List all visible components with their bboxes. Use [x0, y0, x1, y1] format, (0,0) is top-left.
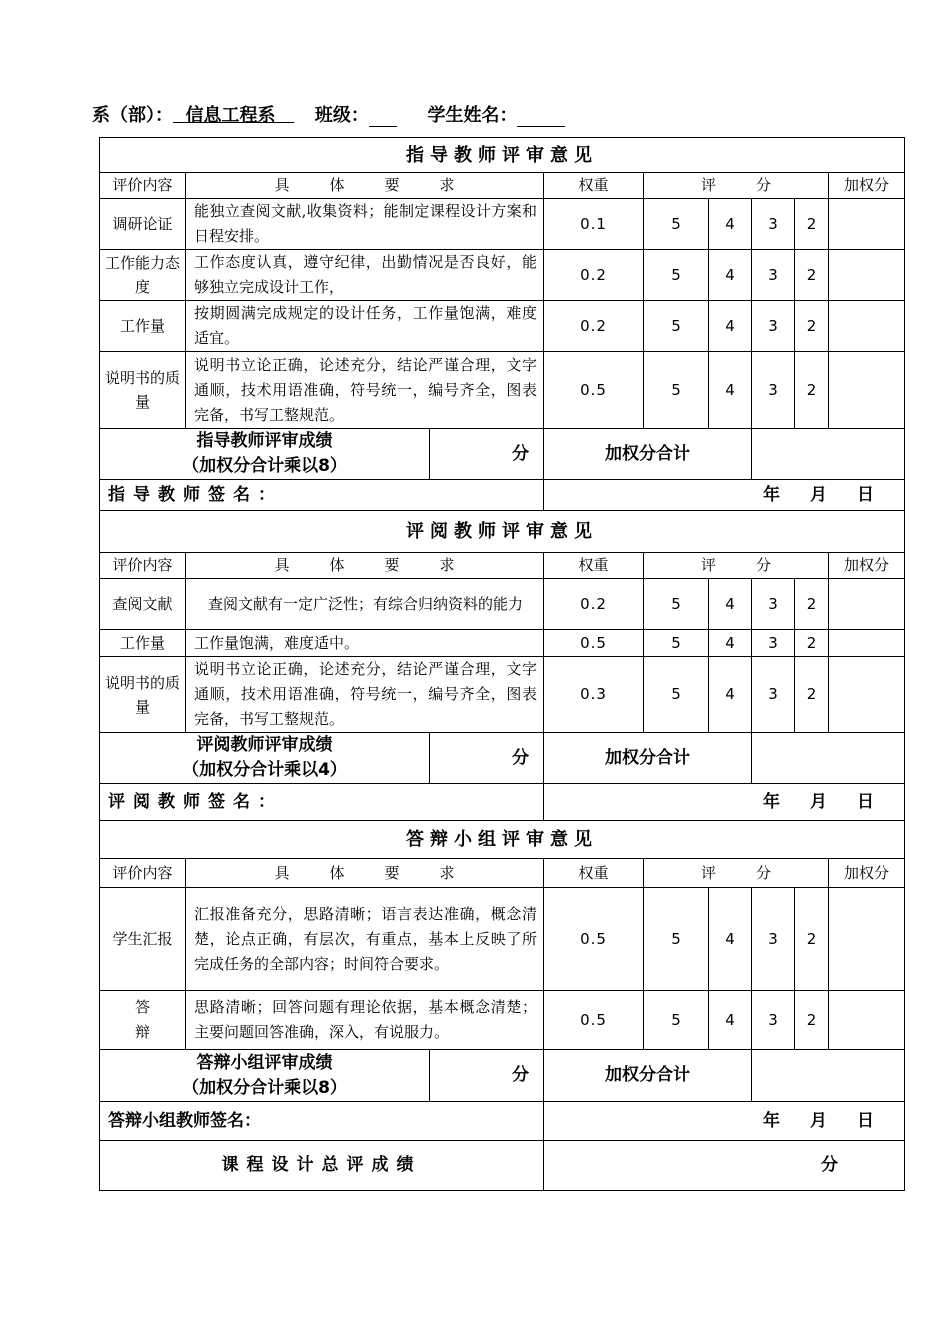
item-cell: 工作量 — [100, 630, 186, 657]
total-grade-row — [100, 1141, 905, 1191]
weighted-score-cell[interactable] — [829, 657, 905, 733]
item-cell: 工作量 — [100, 301, 186, 352]
requirement-cell: 工作态度认真，遵守纪律，出勤情况是否良好，能够独立完成设计工作， — [186, 250, 544, 301]
defense-signature-row — [100, 1102, 905, 1141]
score-option-2[interactable]: 2 — [795, 199, 829, 250]
defense-section-title: 答辩小组评审意见 — [100, 821, 905, 859]
item-cell: 说明书的质量 — [100, 352, 186, 429]
score-option-3[interactable]: 3 — [752, 630, 795, 657]
score-option-4[interactable]: 4 — [709, 301, 752, 352]
dept-value: 信息工程系 — [185, 105, 276, 126]
weight-cell: 0.2 — [544, 301, 644, 352]
form-header — [92, 101, 565, 127]
reviewer-grade-row — [100, 733, 905, 784]
student-name-blank[interactable] — [517, 108, 565, 127]
score-option-4[interactable]: 4 — [709, 888, 752, 991]
score-option-5[interactable]: 5 — [644, 888, 709, 991]
requirement-cell: 思路清晰；回答问题有理论依据，基本概念清楚；主要问题回答准确，深入，有说服力。 — [186, 991, 544, 1050]
advisor-signature-row — [100, 480, 905, 511]
weight-cell: 0.5 — [544, 630, 644, 657]
col-score: 评 分 — [644, 859, 829, 888]
score-option-4[interactable]: 4 — [709, 991, 752, 1050]
weighted-score-cell[interactable] — [829, 199, 905, 250]
weighted-sum-label: 加权分合计 — [544, 1050, 752, 1102]
table-row — [100, 888, 905, 991]
col-score: 评 分 — [644, 173, 829, 199]
student-label: 学生姓名： — [427, 105, 518, 126]
weight-cell: 0.5 — [544, 991, 644, 1050]
col-weight: 权重 — [544, 173, 644, 199]
score-option-3[interactable]: 3 — [752, 301, 795, 352]
table-row — [100, 991, 905, 1050]
defense-title-row — [100, 821, 905, 859]
weighted-sum-value[interactable] — [752, 429, 905, 480]
weighted-sum-label: 加权分合计 — [544, 429, 752, 480]
weighted-score-cell[interactable] — [829, 579, 905, 630]
score-option-2[interactable]: 2 — [795, 630, 829, 657]
score-option-3[interactable]: 3 — [752, 991, 795, 1050]
signature-label[interactable]: 评阅教师签名： — [100, 784, 544, 821]
score-option-2[interactable]: 2 — [795, 352, 829, 429]
score-option-4[interactable]: 4 — [709, 352, 752, 429]
score-option-5[interactable]: 5 — [644, 352, 709, 429]
weighted-sum-label: 加权分合计 — [544, 733, 752, 784]
score-option-5[interactable]: 5 — [644, 301, 709, 352]
requirement-cell: 说明书立论正确，论述充分，结论严谨合理，文字通顺，技术用语准确，符号统一，编号齐全，图表完备，书写工整规范。 — [186, 352, 544, 429]
reviewer-section-title: 评阅教师评审意见 — [100, 511, 905, 553]
table-row — [100, 579, 905, 630]
grade-label-cell: 指导教师评审成绩 （加权分合计乘以8） — [100, 429, 430, 480]
score-option-3[interactable]: 3 — [752, 199, 795, 250]
evaluation-table — [99, 137, 905, 1191]
col-content: 评价内容 — [100, 173, 186, 199]
weight-cell: 0.3 — [544, 657, 644, 733]
score-option-2[interactable]: 2 — [795, 991, 829, 1050]
table-row — [100, 352, 905, 429]
col-weighted: 加权分 — [829, 173, 905, 199]
weighted-sum-value[interactable] — [752, 1050, 905, 1102]
signature-date[interactable]: 年 月 日 — [544, 480, 905, 511]
item-cell: 查阅文献 — [100, 579, 186, 630]
table-row — [100, 657, 905, 733]
signature-date[interactable]: 年 月 日 — [544, 784, 905, 821]
score-option-4[interactable]: 4 — [709, 630, 752, 657]
class-blank[interactable] — [369, 108, 397, 127]
item-cell: 调研论证 — [100, 199, 186, 250]
advisor-title-row — [100, 138, 905, 173]
score-option-3[interactable]: 3 — [752, 352, 795, 429]
defense-grade-row — [100, 1050, 905, 1102]
col-score: 评 分 — [644, 553, 829, 579]
col-weight: 权重 — [544, 553, 644, 579]
requirement-cell: 说明书立论正确，论述充分，结论严谨合理，文字通顺，技术用语准确，符号统一，编号齐全，图表完备，书写工整规范。 — [186, 657, 544, 733]
requirement-cell: 汇报准备充分，思路清晰；语言表达准确，概念清楚，论点正确，有层次，有重点，基本上反映了所完成任务的全部内容；时间符合要求。 — [186, 888, 544, 991]
score-option-2[interactable]: 2 — [795, 250, 829, 301]
requirement-cell: 查阅文献有一定广泛性；有综合归纳资料的能力 — [186, 579, 544, 630]
advisor-column-header — [100, 173, 905, 199]
signature-label[interactable]: 答辩小组教师签名： — [100, 1102, 544, 1141]
requirement-cell: 工作量饱满，难度适中。 — [186, 630, 544, 657]
table-row — [100, 250, 905, 301]
weighted-score-cell[interactable] — [829, 888, 905, 991]
grade-fen-cell[interactable]: 分 — [430, 733, 544, 784]
score-option-5[interactable]: 5 — [644, 630, 709, 657]
score-option-2[interactable]: 2 — [795, 657, 829, 733]
col-content: 评价内容 — [100, 859, 186, 888]
weighted-score-cell[interactable] — [829, 991, 905, 1050]
signature-date[interactable]: 年 月 日 — [544, 1102, 905, 1141]
total-grade-fen[interactable]: 分 — [544, 1141, 905, 1191]
score-option-4[interactable]: 4 — [709, 199, 752, 250]
defense-column-header — [100, 859, 905, 888]
advisor-grade-row — [100, 429, 905, 480]
weight-cell: 0.5 — [544, 352, 644, 429]
score-option-4[interactable]: 4 — [709, 579, 752, 630]
table-row — [100, 199, 905, 250]
reviewer-column-header — [100, 553, 905, 579]
score-option-2[interactable]: 2 — [795, 888, 829, 991]
score-option-2[interactable]: 2 — [795, 301, 829, 352]
grade-label-cell: 答辩小组评审成绩 （加权分合计乘以8） — [100, 1050, 430, 1102]
total-grade-label: 课程设计总评成绩 — [100, 1141, 544, 1191]
grade-fen-cell[interactable]: 分 — [430, 429, 544, 480]
requirement-cell: 能独立查阅文献,收集资料；能制定课程设计方案和日程安排。 — [186, 199, 544, 250]
grade-fen-cell[interactable]: 分 — [430, 1050, 544, 1102]
weight-cell: 0.2 — [544, 579, 644, 630]
item-cell: 说明书的质量 — [100, 657, 186, 733]
grade-label-cell: 评阅教师评审成绩 （加权分合计乘以4） — [100, 733, 430, 784]
item-cell: 学生汇报 — [100, 888, 186, 991]
col-requirements: 具 体 要 求 — [186, 859, 544, 888]
advisor-section-title: 指导教师评审意见 — [100, 138, 905, 173]
weight-cell: 0.1 — [544, 199, 644, 250]
score-option-3[interactable]: 3 — [752, 657, 795, 733]
weighted-sum-value[interactable] — [752, 733, 905, 784]
score-option-5[interactable]: 5 — [644, 579, 709, 630]
weighted-score-cell[interactable] — [829, 630, 905, 657]
item-cell: 工作能力态度 — [100, 250, 186, 301]
weight-cell: 0.2 — [544, 250, 644, 301]
col-weighted: 加权分 — [829, 553, 905, 579]
table-row — [100, 630, 905, 657]
score-option-3[interactable]: 3 — [752, 888, 795, 991]
col-requirements: 具 体 要 求 — [186, 553, 544, 579]
reviewer-title-row — [100, 511, 905, 553]
score-option-5[interactable]: 5 — [644, 250, 709, 301]
weighted-score-cell[interactable] — [829, 352, 905, 429]
score-option-5[interactable]: 5 — [644, 199, 709, 250]
weighted-score-cell[interactable] — [829, 250, 905, 301]
class-label: 班级： — [314, 105, 369, 126]
score-option-4[interactable]: 4 — [709, 657, 752, 733]
item-cell: 答辩 — [100, 991, 186, 1050]
col-requirements: 具 体 要 求 — [186, 173, 544, 199]
weighted-score-cell[interactable] — [829, 301, 905, 352]
requirement-cell: 按期圆满完成规定的设计任务，工作量饱满，难度适宜。 — [186, 301, 544, 352]
col-content: 评价内容 — [100, 553, 186, 579]
dept-label: 系（部）： — [92, 105, 173, 126]
evaluation-form — [99, 137, 890, 1184]
score-option-5[interactable]: 5 — [644, 657, 709, 733]
table-row — [100, 301, 905, 352]
score-option-5[interactable]: 5 — [644, 991, 709, 1050]
col-weighted: 加权分 — [829, 859, 905, 888]
score-option-2[interactable]: 2 — [795, 579, 829, 630]
score-option-3[interactable]: 3 — [752, 250, 795, 301]
weight-cell: 0.5 — [544, 888, 644, 991]
reviewer-signature-row — [100, 784, 905, 821]
col-weight: 权重 — [544, 859, 644, 888]
signature-label[interactable]: 指导教师签名： — [100, 480, 544, 511]
score-option-3[interactable]: 3 — [752, 579, 795, 630]
score-option-4[interactable]: 4 — [709, 250, 752, 301]
